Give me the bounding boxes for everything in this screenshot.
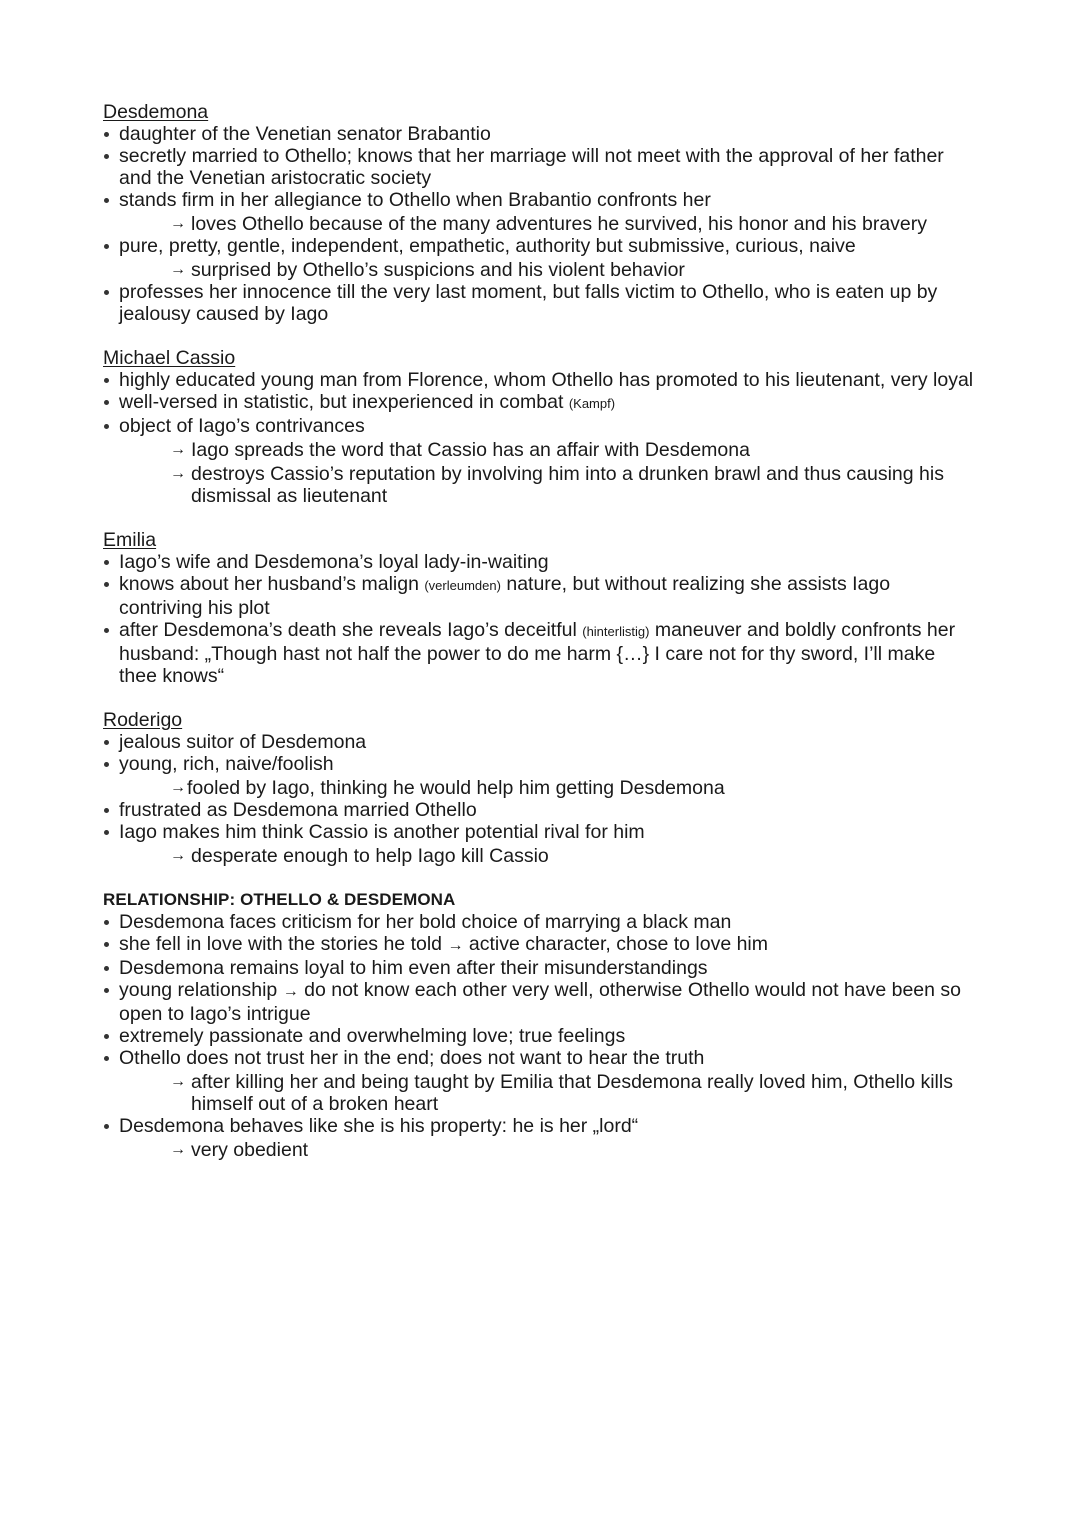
list-item: jealous suitor of Desdemona	[103, 731, 978, 753]
translation-note: (verleumden)	[424, 578, 501, 593]
notes-page	[103, 101, 978, 1183]
item-text: maneuver and boldly confronts her husband: „Though hast not half the power to do me harm {…} I care not for thy sword, I’ll make thee knows“	[119, 619, 956, 687]
section-emilia	[103, 529, 978, 687]
item-text: nature, but without realizing she assists Iago contriving his plot	[119, 573, 891, 619]
sub-item-text: desperate enough to help Iago kill Cassio	[191, 845, 549, 867]
section-cassio	[103, 347, 978, 507]
sub-item-text: Iago spreads the word that Cassio has an affair with Desdemona	[191, 439, 750, 461]
arrow-icon: →	[170, 215, 186, 232]
item-text: after Desdemona’s death she reveals Iago’s deceitful	[119, 619, 577, 641]
list-item: Desdemona faces criticism for her bold choice of marrying a black man	[103, 911, 978, 933]
list-item: object of Iago’s contrivances	[103, 415, 978, 437]
list-item: professes her innocence till the very last moment, but falls victim to Othello, who is eaten up by jealousy caused by Iago	[103, 281, 978, 325]
list-item: Iago makes him think Cassio is another potential rival for him	[103, 821, 978, 843]
section-desdemona	[103, 101, 978, 325]
translation-note: (Kampf)	[568, 396, 616, 411]
bullet-list	[103, 911, 978, 1161]
arrow-icon: →	[170, 847, 186, 864]
item-text: active character, chose to love him	[468, 933, 769, 955]
list-item	[103, 391, 978, 415]
arrow-icon: →	[170, 1073, 186, 1090]
section-title: Emilia	[103, 529, 157, 551]
sub-item-text: fooled by Iago, thinking he would help him getting Desdemona	[187, 777, 725, 799]
arrow-icon: →	[447, 937, 464, 954]
item-text: she fell in love with the stories he told	[119, 933, 443, 955]
sub-item-text: after killing her and being taught by Emilia that Desdemona really loved him, Othello kills himself out of a broken heart	[191, 1071, 953, 1115]
sub-item-text: surprised by Othello’s suspicions and his violent behavior	[191, 259, 685, 281]
sub-item	[103, 439, 978, 461]
sub-item	[103, 213, 978, 235]
section-relationship	[103, 889, 978, 1161]
sub-item	[103, 1139, 978, 1161]
list-item: highly educated young man from Florence, whom Othello has promoted to his lieutenant, very loyal	[103, 369, 978, 391]
list-item: Desdemona behaves like she is his property: he is her „lord“	[103, 1115, 978, 1137]
list-item	[103, 573, 978, 619]
list-item: young, rich, naive/foolish	[103, 753, 978, 775]
list-item	[103, 933, 978, 957]
sub-item-text: destroys Cassio’s reputation by involving him into a drunken brawl and thus causing his dismissal as lieutenant	[191, 463, 944, 507]
list-item	[103, 619, 978, 687]
sub-item	[103, 777, 978, 799]
item-text: knows about her husband’s malign	[119, 573, 419, 595]
arrow-icon: →	[170, 261, 186, 278]
list-item: pure, pretty, gentle, independent, empathetic, authority but submissive, curious, naive	[103, 235, 978, 257]
section-title: Roderigo	[103, 709, 183, 731]
bullet-list	[103, 123, 978, 325]
list-item: frustrated as Desdemona married Othello	[103, 799, 978, 821]
list-item: extremely passionate and overwhelming love; true feelings	[103, 1025, 978, 1047]
item-text: do not know each other very well, otherwise Othello would not have been so open to Iago’s intrigue	[119, 979, 962, 1025]
arrow-icon: →	[170, 779, 186, 796]
sub-item	[103, 845, 978, 867]
arrow-icon: →	[170, 1141, 186, 1158]
translation-note: (hinterlistig)	[582, 624, 650, 639]
item-text: young relationship	[119, 979, 278, 1001]
bullet-list	[103, 731, 978, 867]
arrow-icon: →	[170, 441, 186, 458]
sub-item-text: very obedient	[191, 1139, 309, 1161]
sub-item-text: loves Othello because of the many adventures he survived, his honor and his bravery	[191, 213, 928, 235]
list-item: stands firm in her allegiance to Othello when Brabantio confronts her	[103, 189, 978, 211]
section-title: RELATIONSHIP: OTHELLO & DESDEMONA	[103, 890, 456, 909]
list-item: Iago’s wife and Desdemona’s loyal lady-in-waiting	[103, 551, 978, 573]
sub-item	[103, 463, 978, 507]
arrow-icon: →	[170, 465, 186, 482]
arrow-icon: →	[282, 983, 299, 1000]
sub-item	[103, 1071, 978, 1115]
bullet-list	[103, 551, 978, 687]
section-roderigo	[103, 709, 978, 867]
list-item: daughter of the Venetian senator Brabantio	[103, 123, 978, 145]
list-item: Othello does not trust her in the end; does not want to hear the truth	[103, 1047, 978, 1069]
sub-item	[103, 259, 978, 281]
list-item: Desdemona remains loyal to him even after their misunderstandings	[103, 957, 978, 979]
list-item: secretly married to Othello; knows that her marriage will not meet with the approval of her father and the Venetian aristocratic society	[103, 145, 978, 189]
list-item	[103, 979, 978, 1025]
section-title: Desdemona	[103, 101, 209, 123]
bullet-list	[103, 369, 978, 507]
section-title: Michael Cassio	[103, 347, 236, 369]
item-text: well-versed in statistic, but inexperienced in combat	[119, 391, 564, 413]
